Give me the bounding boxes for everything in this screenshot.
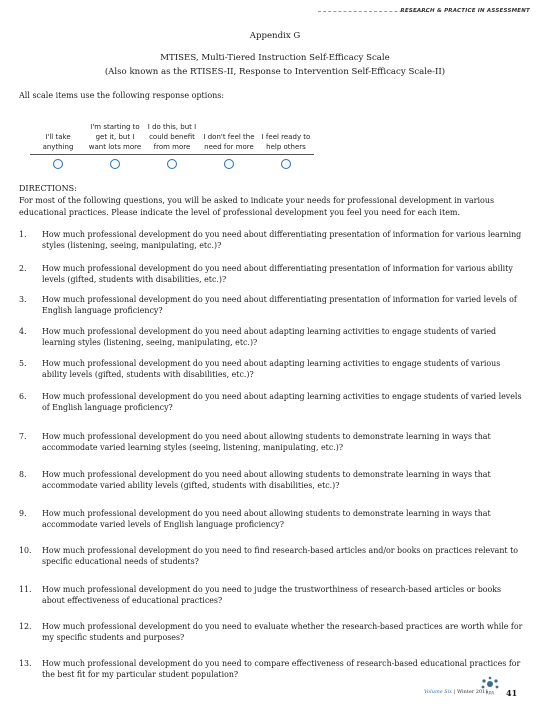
response-option bbox=[258, 110, 314, 152]
radio-button[interactable] bbox=[53, 159, 63, 169]
journal-section-header: RESEARCH & PRACTICE IN ASSESSMENT bbox=[400, 8, 530, 14]
response-option-label: I'm starting to get it, but I want lots more bbox=[88, 123, 142, 151]
scale-item bbox=[19, 584, 524, 607]
intro-text: All scale items use the following response options: bbox=[19, 91, 225, 100]
scale-item bbox=[19, 263, 524, 286]
scale-item bbox=[19, 294, 524, 317]
item-number: 4. bbox=[19, 327, 27, 336]
item-text: How much professional development do you need about allowing students to demonstrate learning in ways that accommodate varied ability levels (gifted, students with disabilities, etc.)? bbox=[42, 470, 491, 491]
response-options-table bbox=[30, 110, 314, 168]
page-number: 41 bbox=[506, 688, 518, 698]
item-text: How much professional development do you need about allowing students to demonstrate learning in ways that accommodate varied learning styles (seeing, listening, manipulating, etc.)? bbox=[42, 432, 491, 453]
radio-button[interactable] bbox=[110, 159, 120, 169]
item-text: How much professional development do you need about differentiating presentation of information for various ability levels (gifted, students with disabilities, etc.)? bbox=[42, 264, 513, 285]
directions-text: For most of the following questions, you will be asked to indicate your needs for professional development in various educational practices. Please indicate the level of professional development you feel you need for each item. bbox=[19, 196, 495, 217]
item-text: How much professional development do you need to compare effectiveness of research-based educational practices for the best fit for my particular student population? bbox=[42, 659, 521, 680]
scale-item bbox=[19, 229, 524, 252]
scale-subtitle: (Also known as the RTISES-II, Response to Intervention Self-Efficacy Scale-II) bbox=[104, 67, 446, 77]
directions-heading: DIRECTIONS: bbox=[19, 184, 77, 193]
item-text: How much professional development do you need about allowing students to demonstrate learning in ways that accommodate varied levels of English language proficiency? bbox=[42, 509, 491, 530]
item-number: 1. bbox=[19, 230, 27, 239]
svg-text:RPA: RPA bbox=[485, 691, 495, 696]
item-number: 10. bbox=[19, 546, 32, 555]
item-number: 9. bbox=[19, 509, 27, 518]
appendix-label: Appendix G bbox=[249, 31, 301, 41]
item-number: 7. bbox=[19, 432, 27, 441]
item-text: How much professional development do you need about adapting learning activities to engage students of varied learning styles (listening, seeing, manipulating, etc.)? bbox=[42, 327, 497, 348]
scale-item bbox=[19, 469, 524, 492]
item-text: How much professional development do you need about differentiating presentation of information for varied levels of English language proficiency? bbox=[42, 295, 517, 316]
scale-item bbox=[19, 508, 524, 531]
scale-item bbox=[19, 621, 524, 644]
response-option-label: I do this, but I could benefit from more bbox=[147, 123, 197, 151]
item-number: 6. bbox=[19, 392, 27, 401]
item-number: 11. bbox=[19, 585, 32, 594]
response-option bbox=[201, 110, 257, 152]
item-text: How much professional development do you need to find research-based articles and/or books on practices relevant to specific educational needs of students? bbox=[42, 546, 519, 567]
journal-logo-icon bbox=[480, 676, 500, 696]
radio-button[interactable] bbox=[167, 159, 177, 169]
item-number: 3. bbox=[19, 295, 27, 304]
footer-journal-info bbox=[424, 689, 489, 695]
item-number: 5. bbox=[19, 359, 27, 368]
item-text: How much professional development do you need about differentiating presentation of information for various learning styles (listening, seeing, manipulating, etc.)? bbox=[42, 230, 522, 251]
item-number: 13. bbox=[19, 659, 32, 668]
scale-item bbox=[19, 358, 524, 381]
footer-volume: Volume Six bbox=[424, 689, 453, 695]
scale-title: MTISES, Multi-Tiered Instruction Self-Efficacy Scale bbox=[160, 53, 390, 63]
response-option bbox=[87, 110, 143, 152]
item-text: How much professional development do you need about adapting learning activities to engage students of various ability levels (gifted, students with disabilities, etc.)? bbox=[42, 359, 501, 380]
response-option-label: I'll take anything bbox=[42, 133, 74, 151]
radio-button[interactable] bbox=[281, 159, 291, 169]
radio-button[interactable] bbox=[224, 159, 234, 169]
item-number: 2. bbox=[19, 264, 27, 273]
scale-item bbox=[19, 658, 524, 681]
footer-season: | Winter 2011 bbox=[453, 689, 489, 695]
scale-item bbox=[19, 431, 524, 454]
response-option-label: I don't feel the need for more bbox=[203, 133, 255, 151]
response-option-label: I feel ready to help others bbox=[261, 133, 311, 151]
table-rule bbox=[30, 154, 314, 155]
item-text: How much professional development do you need to judge the trustworthiness of research-based articles or books about effectiveness of educational practices? bbox=[42, 585, 502, 606]
item-text: How much professional development do you need to evaluate whether the research-based practices are worth while for my specific students and purposes? bbox=[42, 622, 523, 643]
item-number: 8. bbox=[19, 470, 27, 479]
scale-item bbox=[19, 326, 524, 349]
item-text: How much professional development do you need about adapting learning activities to engage students of varied levels of English language proficiency? bbox=[42, 392, 522, 413]
response-option bbox=[30, 110, 86, 152]
scale-item bbox=[19, 391, 524, 414]
scale-item bbox=[19, 545, 524, 568]
item-number: 12. bbox=[19, 622, 32, 631]
response-option bbox=[144, 110, 200, 152]
